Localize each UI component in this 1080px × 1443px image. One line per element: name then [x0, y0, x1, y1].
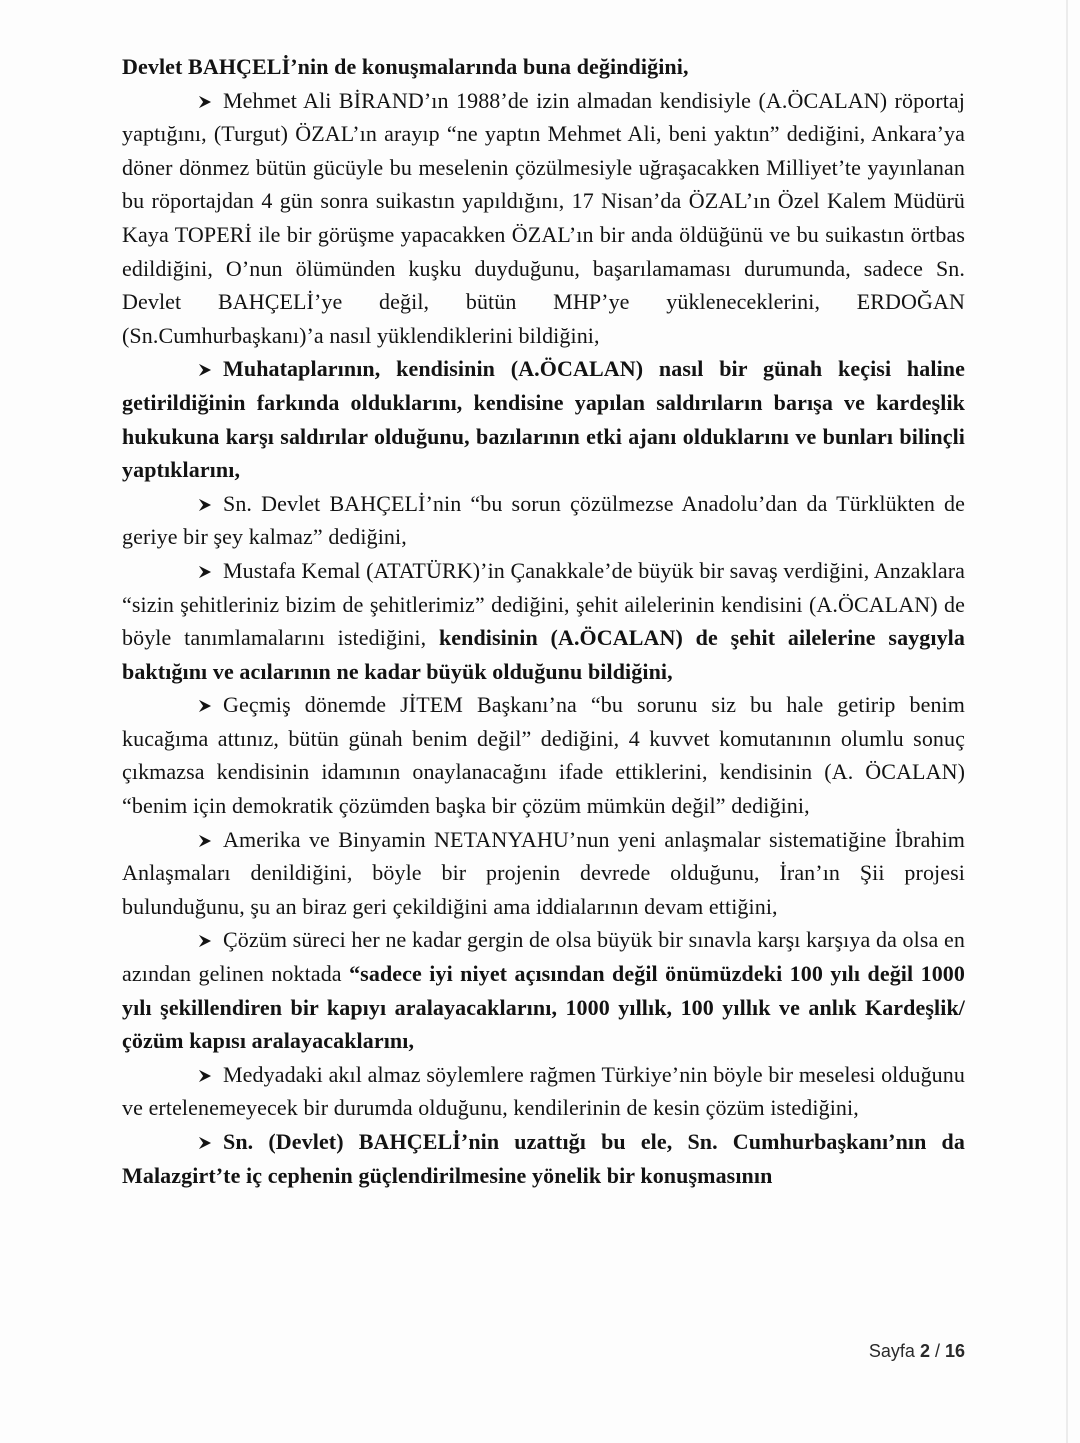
bullet-item-2 [122, 352, 965, 486]
bullet-arrow-icon [160, 934, 212, 948]
bullet-item-1 [122, 84, 965, 353]
footer-label: Sayfa [868, 1341, 915, 1361]
footer-current-page: 2 [919, 1341, 930, 1361]
text-segment: Medyadaki akıl almaz söylemlere rağmen Türkiye’nin böyle bir meselesi olduğunu ve ertelenemeyecek bir durumda olduğunu, kendilerinin de kesin çözüm istediğini, [122, 1061, 965, 1121]
bullet-item-3 [122, 487, 965, 554]
footer-separator: / [934, 1341, 940, 1361]
bullet-item-5 [122, 688, 965, 822]
bullet-arrow-icon [160, 1136, 212, 1150]
text-segment: Mustafa Kemal (ATATÜRK)’in Çanakkale’de büyük bir savaş verdiğini, Anzaklara “sizin şehitleriniz bizim de şehitlerimiz” dediğini, şehit ailelerinin kendisini (A.ÖCALAN) de böyle tanımlamalarını istediğini, [122, 557, 966, 651]
bullet-arrow-icon [160, 834, 212, 848]
page-footer [869, 1341, 965, 1362]
bullet-item-8 [122, 1058, 965, 1125]
bullet-arrow-icon [160, 565, 212, 579]
document-content [122, 50, 965, 1192]
bullet-arrow-icon [160, 95, 212, 109]
section-heading [122, 50, 965, 84]
text-segment: “sadece iyi niyet açısından değil önümüzdeki 100 yılı değil 1000 yılı şekillendiren bir kapıyı aralayacaklarını, 1000 yıllık, 100 yıllık ve anlık Kardeşlik/çözüm kapısı aralayacaklarını, [122, 961, 966, 1054]
text-segment: Sn. Devlet BAHÇELİ’nin “bu sorun çözülmezse Anadolu’dan da Türklükten de geriye bir şey kalmaz” dediğini, [122, 490, 965, 550]
text-segment: Devlet BAHÇELİ’nin de konuşmalarında buna değindiğini, [122, 54, 689, 79]
bullet-item-4 [122, 554, 965, 688]
text-segment: Sn. (Devlet) BAHÇELİ’nin uzattığı bu ele, Sn. Cumhurbaşkanı’nın da Malazgirt’te iç cephenin güçlendirilmesine yönelik bir konuşmasının [122, 1129, 965, 1188]
bullet-arrow-icon [160, 1069, 212, 1083]
text-segment: Mehmet Ali BİRAND’ın 1988’de izin almadan kendisiyle (A.ÖCALAN) röportaj yaptığını, (Turgut) ÖZAL’ın arayıp “ne yaptın Mehmet Ali, beni yaktın” dediğini, Ankara’ya döner dönmez bütün gücüyle bu meselenin çözülmesiyle uğraşacakken Milliyet’te yayınlanan bu röportajdan 4 gün sonra suikastın yapıldığını, 17 Nisan’da ÖZAL’ın Özel Kalem Müdürü Kaya TOPERİ ile bir görüşme yapacakken ÖZAL’ın bir anda öldüğünü ve bu suikastın örtbas edildiğini, O’nun ölümünden kuşku duyduğunu, başarılamaması durumunda, sadece Sn. Devlet BAHÇELİ’ye değil, bütün MHP’ye yükleneceklerini, ERDOĞAN (Sn.Cumhurbaşkanı)’a nasıl yüklendiklerini bildiğini, [122, 87, 965, 348]
bullet-arrow-icon [160, 699, 212, 713]
text-segment: Geçmiş dönemde JİTEM Başkanı’na “bu sorunu siz bu hale getirip benim kucağıma attınız, bütün günah benim değil” dediğini, 4 kuvvet komutanının olumlu sonuç çıkmazsa kendisinin idamının onaylanacağını ifade ettiklerini, kendisinin (A. ÖCALAN) “benim için demokratik çözümden başka bir çözüm mümkün değil” dediğini, [122, 692, 965, 819]
bullet-item-6 [122, 823, 965, 924]
footer-total-pages: 16 [944, 1341, 965, 1361]
scan-edge-artifact [1066, 0, 1068, 1443]
bullet-item-9 [122, 1125, 965, 1192]
text-segment: kendisinin (A.ÖCALAN) de şehit ailelerine saygıyla baktığını ve acılarının ne kadar büyük olduğunu bildiğini, [122, 625, 965, 684]
bullet-arrow-icon [160, 363, 212, 377]
text-segment: Muhataplarının, kendisinin (A.ÖCALAN) nasıl bir günah keçisi haline getirildiğinin farkında olduklarını, kendisine yapılan saldırıların barışa ve kardeşlik hukukuna karşı saldırılar olduğunu, bazılarının etki ajanı olduklarını ve bunları bilinçli yaptıklarını, [122, 356, 965, 483]
text-segment: Çözüm süreci her ne kadar gergin de olsa büyük bir sınavla karşı karşıya da olsa en azından gelinen noktada [122, 927, 965, 987]
bullet-item-7 [122, 923, 965, 1057]
text-segment: Amerika ve Binyamin NETANYAHU’nun yeni anlaşmalar sistematiğine İbrahim Anlaşmaları denildiğini, böyle bir projenin devrede olduğunu, İran’ın Şii projesi bulunduğunu, şu an biraz geri çekildiğini ama iddialarının devam ettiğini, [122, 826, 965, 919]
bullet-arrow-icon [160, 498, 212, 512]
